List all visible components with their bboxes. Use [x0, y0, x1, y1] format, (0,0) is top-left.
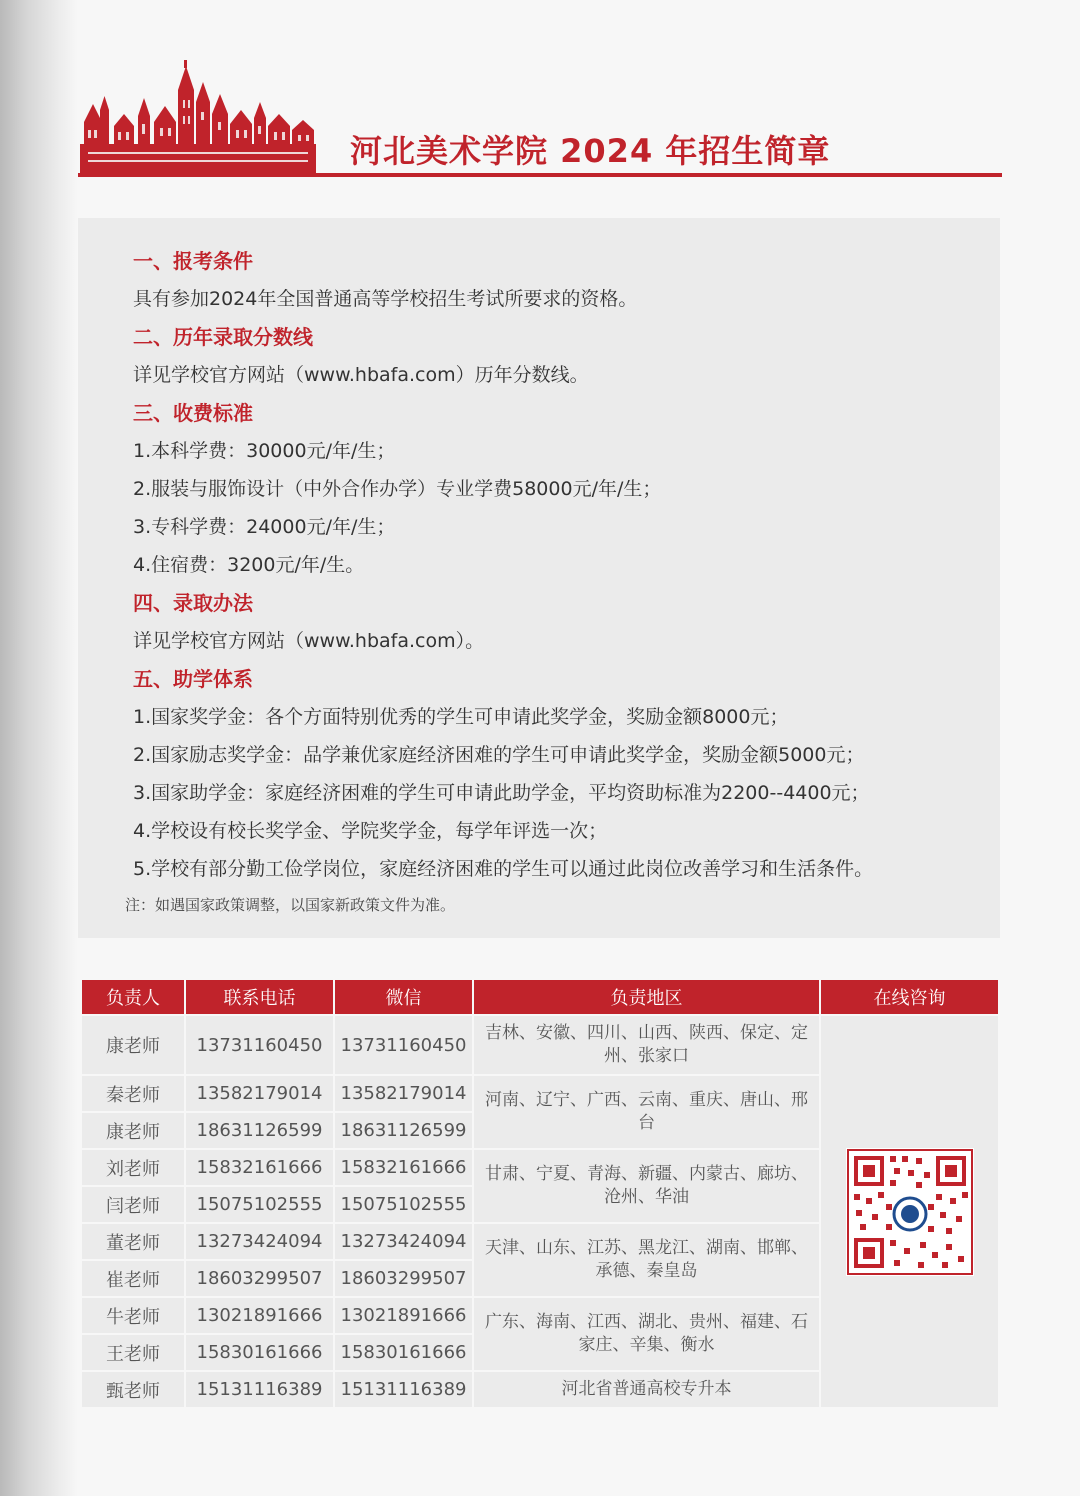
fee-item: 1.本科学费：30000元/年/生；	[133, 440, 396, 462]
contact-phone[interactable]: 15832161666	[186, 1150, 333, 1185]
contact-wechat: 13731160450	[335, 1016, 472, 1074]
page-edge-shadow	[0, 0, 78, 1496]
contact-phone[interactable]: 15830161666	[186, 1335, 333, 1370]
contact-name: 王老师	[82, 1335, 184, 1370]
contact-wechat: 18603299507	[335, 1261, 472, 1296]
contact-phone[interactable]: 13731160450	[186, 1016, 333, 1074]
page-header	[78, 60, 1002, 180]
section-heading-admission-method: 四、录取办法	[133, 591, 253, 615]
contact-table	[80, 978, 1000, 1409]
title-underline	[78, 173, 1002, 177]
table-row	[82, 1016, 998, 1074]
fee-item: 2.服装与服饰设计（中外合作办学）专业学费58000元/年/生；	[133, 478, 662, 500]
contact-wechat: 15131116389	[335, 1372, 472, 1407]
contact-name: 闫老师	[82, 1187, 184, 1222]
policy-note: 注：如遇国家政策调整，以国家新政策文件为准。	[125, 896, 456, 914]
contact-phone[interactable]: 13582179014	[186, 1076, 333, 1111]
column-header-contact-person: 负责人	[82, 980, 184, 1014]
aid-item: 1.国家奖学金：各个方面特别优秀的学生可申请此奖学金，奖励金额8000元；	[133, 706, 789, 728]
contact-phone[interactable]: 15131116389	[186, 1372, 333, 1407]
score-lines-text: 详见学校官方网站（www.hbafa.com）历年分数线。	[133, 364, 589, 386]
contact-name: 康老师	[82, 1016, 184, 1074]
region-cell: 甘肃、宁夏、青海、新疆、内蒙古、廊坊、沧州、华油	[474, 1150, 819, 1222]
region-cell: 河南、辽宁、广西、云南、重庆、唐山、邢台	[474, 1076, 819, 1148]
contact-wechat: 15832161666	[335, 1150, 472, 1185]
column-header-wechat: 微信	[335, 980, 472, 1014]
section-heading-financial-aid: 五、助学体系	[133, 667, 253, 691]
column-header-online-consult: 在线咨询	[821, 980, 998, 1014]
region-cell: 吉林、安徽、四川、山西、陕西、保定、定州、张家口	[474, 1016, 819, 1074]
contact-wechat: 15075102555	[335, 1187, 472, 1222]
aid-item: 5.学校有部分勤工俭学岗位，家庭经济困难的学生可以通过此岗位改善学习和生活条件。	[133, 858, 874, 880]
admission-method-text: 详见学校官方网站（www.hbafa.com）。	[133, 630, 485, 652]
campus-skyline-icon	[78, 60, 318, 176]
contact-name: 崔老师	[82, 1261, 184, 1296]
contact-wechat: 13582179014	[335, 1076, 472, 1111]
contact-name: 康老师	[82, 1113, 184, 1148]
contact-phone[interactable]: 13273424094	[186, 1224, 333, 1259]
aid-item: 3.国家助学金：家庭经济困难的学生可申请此助学金，平均资助标准为2200--4400元；	[133, 782, 870, 804]
section-heading-fees: 三、收费标准	[133, 401, 253, 425]
section-heading-requirements: 一、报考条件	[133, 249, 253, 273]
contact-wechat: 15830161666	[335, 1335, 472, 1370]
contact-name: 董老师	[82, 1224, 184, 1259]
section-heading-score-lines: 二、历年录取分数线	[133, 325, 313, 349]
page-title: 河北美术学院 2024 年招生简章	[350, 132, 831, 170]
aid-item: 2.国家励志奖学金：品学兼优家庭经济困难的学生可申请此奖学金，奖励金额5000元；	[133, 744, 865, 766]
region-cell: 天津、山东、江苏、黑龙江、湖南、邯郸、承德、秦皇岛	[474, 1224, 819, 1296]
contact-name: 牛老师	[82, 1298, 184, 1333]
aid-item: 4.学校设有校长奖学金、学院奖学金，每学年评选一次；	[133, 820, 608, 842]
fee-item: 4.住宿费：3200元/年/生。	[133, 554, 365, 576]
qr-code-icon[interactable]	[846, 1148, 974, 1276]
contact-phone[interactable]: 18631126599	[186, 1113, 333, 1148]
contact-phone[interactable]: 13021891666	[186, 1298, 333, 1333]
contact-wechat: 13273424094	[335, 1224, 472, 1259]
requirements-text: 具有参加2024年全国普通高等学校招生考试所要求的资格。	[133, 288, 638, 310]
contact-phone[interactable]: 15075102555	[186, 1187, 333, 1222]
column-header-region: 负责地区	[474, 980, 819, 1014]
contact-wechat: 18631126599	[335, 1113, 472, 1148]
region-cell: 河北省普通高校专升本	[474, 1372, 819, 1407]
table-header-row	[82, 980, 998, 1014]
region-cell: 广东、海南、江西、湖北、贵州、福建、石家庄、辛集、衡水	[474, 1298, 819, 1370]
fee-item: 3.专科学费：24000元/年/生；	[133, 516, 396, 538]
online-consult-cell	[821, 1016, 998, 1407]
contact-name: 刘老师	[82, 1150, 184, 1185]
admission-info-panel	[78, 218, 1000, 938]
contact-phone[interactable]: 18603299507	[186, 1261, 333, 1296]
contact-wechat: 13021891666	[335, 1298, 472, 1333]
contact-name: 秦老师	[82, 1076, 184, 1111]
column-header-phone: 联系电话	[186, 980, 333, 1014]
contact-name: 甄老师	[82, 1372, 184, 1407]
